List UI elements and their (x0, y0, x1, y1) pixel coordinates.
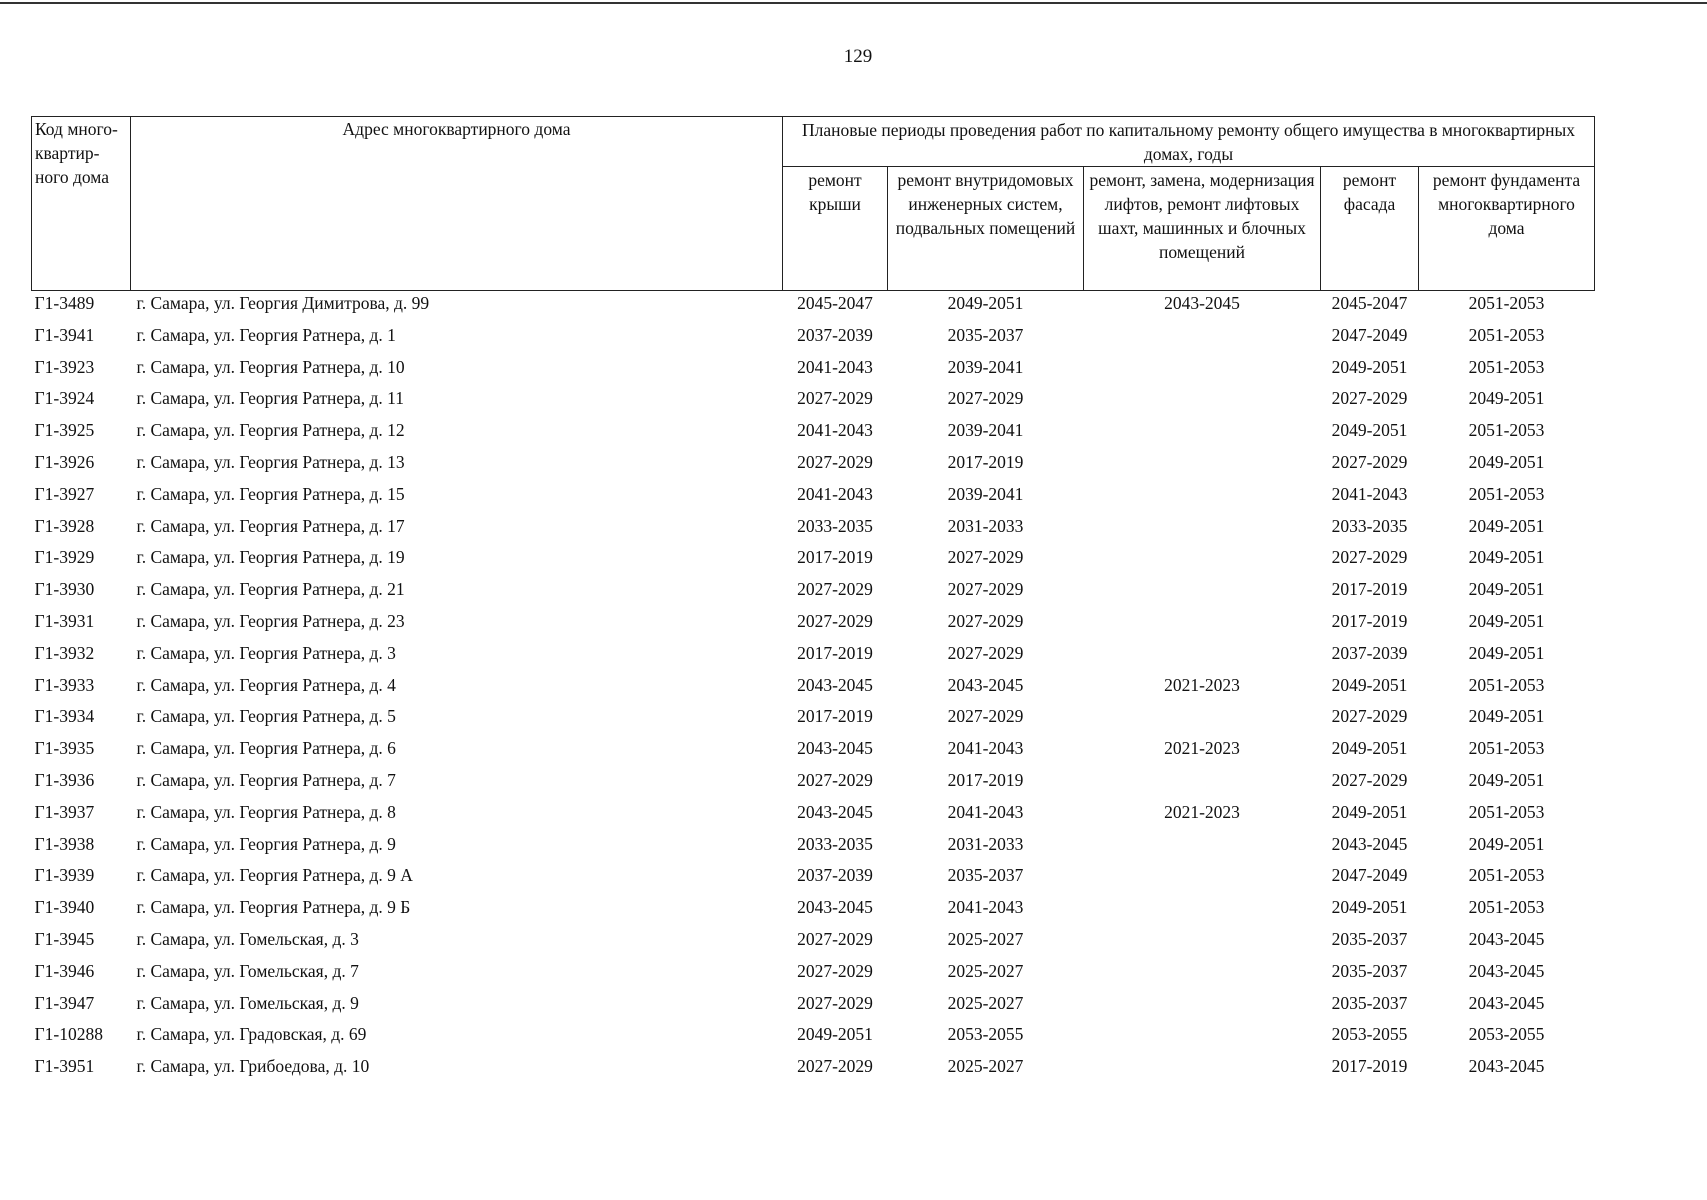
cell-facade: 2017-2019 (1331, 1056, 1408, 1077)
cell-lifts (1084, 355, 1321, 387)
cell-engineering: 2027-2029 (947, 706, 1024, 727)
table-row (32, 291, 1595, 323)
table-row (32, 768, 1595, 800)
cell-code: Г1-3941 (34, 324, 95, 345)
cell-roof: 2043-2045 (797, 897, 873, 918)
header-planned-periods: Плановые периоды проведения работ по капитальному ремонту общего имущества в многоквартирных домах, годы (783, 117, 1595, 167)
header-lifts: ремонт, замена, модернизация лифтов, ремонт лифтовых шахт, машинных и блочных помещений (1084, 167, 1321, 291)
cell-lifts (1084, 1054, 1321, 1086)
table-row (32, 959, 1595, 991)
cell-code: Г1-3929 (34, 547, 95, 568)
cell-code: Г1-3927 (34, 483, 95, 504)
table-row (32, 991, 1595, 1023)
cell-roof: 2045-2047 (797, 293, 873, 313)
cell-foundation: 2051-2053 (1468, 324, 1545, 345)
cell-facade: 2027-2029 (1331, 547, 1408, 568)
cell-foundation: 2049-2051 (1468, 833, 1545, 854)
cell-engineering: 2027-2029 (947, 388, 1024, 409)
cell-engineering: 2031-2033 (947, 515, 1024, 536)
cell-address: г. Самара, ул. Георгия Ратнера, д. 5 (136, 706, 396, 727)
cell-roof: 2027-2029 (797, 1056, 873, 1077)
cell-lifts (1084, 545, 1321, 577)
cell-address: г. Самара, ул. Георгия Ратнера, д. 4 (136, 674, 396, 695)
table-row (32, 673, 1595, 705)
cell-lifts (1084, 895, 1321, 927)
table-row (32, 1022, 1595, 1054)
cell-address: г. Самара, ул. Георгия Ратнера, д. 13 (136, 451, 405, 472)
cell-engineering: 2025-2027 (947, 992, 1024, 1013)
cell-lifts (1084, 991, 1321, 1023)
cell-engineering: 2027-2029 (947, 642, 1024, 663)
top-rule (0, 2, 1707, 4)
cell-address: г. Самара, ул. Георгия Ратнера, д. 9 Б (136, 897, 411, 918)
cell-lifts (1084, 641, 1321, 673)
table-row (32, 418, 1595, 450)
cell-foundation: 2049-2051 (1468, 451, 1545, 472)
cell-roof: 2027-2029 (797, 960, 873, 981)
cell-facade: 2053-2055 (1331, 1024, 1408, 1045)
cell-code: Г1-3933 (34, 674, 95, 695)
cell-facade: 2017-2019 (1331, 579, 1408, 600)
cell-code: Г1-3934 (34, 706, 95, 727)
cell-foundation: 2051-2053 (1468, 483, 1545, 504)
cell-address: г. Самара, ул. Георгия Ратнера, д. 8 (136, 801, 396, 822)
cell-lifts (1084, 514, 1321, 546)
cell-roof: 2043-2045 (797, 738, 873, 759)
cell-facade: 2043-2045 (1331, 833, 1408, 854)
cell-foundation: 2051-2053 (1468, 674, 1545, 695)
cell-address: г. Самара, ул. Георгия Ратнера, д. 10 (136, 356, 405, 377)
cell-address: г. Самара, ул. Георгия Ратнера, д. 11 (136, 388, 404, 409)
cell-foundation: 2051-2053 (1468, 897, 1545, 918)
cell-foundation: 2051-2053 (1468, 738, 1545, 759)
table-row (32, 323, 1595, 355)
cell-engineering: 2041-2043 (947, 897, 1024, 918)
cell-roof: 2043-2045 (797, 801, 873, 822)
cell-roof: 2027-2029 (797, 769, 873, 790)
cell-facade: 2047-2049 (1331, 324, 1408, 345)
cell-roof: 2041-2043 (797, 356, 873, 377)
cell-roof: 2037-2039 (797, 865, 873, 886)
cell-address: г. Самара, ул. Георгия Ратнера, д. 19 (136, 547, 405, 568)
cell-lifts: 2021-2023 (1164, 738, 1240, 759)
cell-roof: 2041-2043 (797, 483, 873, 504)
table-row (32, 800, 1595, 832)
cell-address: г. Самара, ул. Георгия Ратнера, д. 15 (136, 483, 405, 504)
cell-engineering: 2025-2027 (947, 960, 1024, 981)
cell-foundation: 2049-2051 (1468, 642, 1545, 663)
table-body (32, 291, 1595, 1086)
cell-address: г. Самара, ул. Георгия Ратнера, д. 12 (136, 420, 405, 441)
cell-code: Г1-3931 (34, 610, 95, 631)
cell-lifts (1084, 768, 1321, 800)
cell-engineering: 2049-2051 (947, 293, 1024, 313)
cell-foundation: 2051-2053 (1468, 420, 1545, 441)
cell-engineering: 2025-2027 (947, 1056, 1024, 1077)
cell-foundation: 2049-2051 (1468, 706, 1545, 727)
table-row (32, 704, 1595, 736)
cell-roof: 2027-2029 (797, 579, 873, 600)
table-row (32, 1054, 1595, 1086)
cell-facade: 2037-2039 (1331, 642, 1408, 663)
header-code: Код много-квартир-ного дома (32, 117, 131, 291)
cell-roof: 2033-2035 (797, 515, 873, 536)
cell-lifts (1084, 863, 1321, 895)
cell-code: Г1-3932 (34, 642, 95, 663)
cell-roof: 2049-2051 (797, 1024, 873, 1045)
cell-address: г. Самара, ул. Гомельская, д. 3 (136, 928, 359, 949)
table-row (32, 895, 1595, 927)
cell-code: Г1-3936 (34, 769, 95, 790)
cell-foundation: 2053-2055 (1468, 1024, 1545, 1045)
cell-foundation: 2051-2053 (1468, 865, 1545, 886)
cell-facade: 2049-2051 (1331, 801, 1408, 822)
cell-engineering: 2039-2041 (947, 483, 1024, 504)
cell-engineering: 2027-2029 (947, 547, 1024, 568)
capital-repair-table (31, 116, 1595, 1086)
header-address: Адрес многоквартирного дома (131, 117, 783, 291)
cell-lifts: 2021-2023 (1164, 801, 1240, 822)
cell-engineering: 2039-2041 (947, 420, 1024, 441)
cell-code: Г1-3924 (34, 388, 95, 409)
cell-roof: 2027-2029 (797, 388, 873, 409)
cell-facade: 2035-2037 (1331, 928, 1408, 949)
cell-facade: 2027-2029 (1331, 451, 1408, 472)
cell-foundation: 2051-2053 (1468, 293, 1545, 313)
table-row (32, 641, 1595, 673)
cell-lifts (1084, 577, 1321, 609)
header-foundation: ремонт фундамента многоквартирного дома (1419, 167, 1595, 291)
cell-roof: 2027-2029 (797, 992, 873, 1013)
cell-engineering: 2017-2019 (947, 451, 1024, 472)
cell-engineering: 2043-2045 (947, 674, 1024, 695)
cell-foundation: 2049-2051 (1468, 388, 1545, 409)
cell-engineering: 2027-2029 (947, 610, 1024, 631)
cell-foundation: 2043-2045 (1468, 992, 1545, 1013)
cell-address: г. Самара, ул. Георгия Ратнера, д. 6 (136, 738, 396, 759)
table-row (32, 863, 1595, 895)
cell-address: г. Самара, ул. Георгия Ратнера, д. 17 (136, 515, 405, 536)
cell-roof: 2027-2029 (797, 451, 873, 472)
cell-facade: 2017-2019 (1331, 610, 1408, 631)
cell-lifts (1084, 1022, 1321, 1054)
cell-facade: 2045-2047 (1331, 293, 1408, 313)
cell-facade: 2035-2037 (1331, 960, 1408, 981)
header-roof: ремонт крыши (783, 167, 888, 291)
cell-code: Г1-3926 (34, 451, 95, 472)
cell-roof: 2027-2029 (797, 928, 873, 949)
cell-lifts (1084, 450, 1321, 482)
cell-foundation: 2051-2053 (1468, 801, 1545, 822)
cell-engineering: 2041-2043 (947, 801, 1024, 822)
cell-address: г. Самара, ул. Георгия Ратнера, д. 21 (136, 579, 405, 600)
cell-facade: 2033-2035 (1331, 515, 1408, 536)
table-row (32, 577, 1595, 609)
cell-code: Г1-3951 (34, 1056, 95, 1077)
cell-engineering: 2035-2037 (947, 865, 1024, 886)
cell-facade: 2035-2037 (1331, 992, 1408, 1013)
cell-engineering: 2027-2029 (947, 579, 1024, 600)
cell-facade: 2047-2049 (1331, 865, 1408, 886)
cell-roof: 2017-2019 (797, 706, 873, 727)
cell-roof: 2017-2019 (797, 642, 873, 663)
cell-code: Г1-3489 (34, 293, 95, 313)
cell-foundation: 2049-2051 (1468, 610, 1545, 631)
cell-address: г. Самара, ул. Георгия Ратнера, д. 1 (136, 324, 396, 345)
cell-code: Г1-3928 (34, 515, 95, 536)
cell-roof: 2041-2043 (797, 420, 873, 441)
cell-code: Г1-3923 (34, 356, 95, 377)
cell-foundation: 2049-2051 (1468, 547, 1545, 568)
cell-code: Г1-3939 (34, 865, 95, 886)
header-facade: ремонт фасада (1321, 167, 1419, 291)
cell-address: г. Самара, ул. Георгия Димитрова, д. 99 (136, 293, 430, 313)
page-number: 129 (843, 46, 873, 67)
cell-lifts (1084, 609, 1321, 641)
cell-facade: 2041-2043 (1331, 483, 1408, 504)
cell-foundation: 2043-2045 (1468, 1056, 1545, 1077)
cell-lifts (1084, 959, 1321, 991)
cell-address: г. Самара, ул. Грибоедова, д. 10 (136, 1056, 370, 1077)
cell-engineering: 2017-2019 (947, 769, 1024, 790)
table-row (32, 482, 1595, 514)
table-row (32, 609, 1595, 641)
cell-address: г. Самара, ул. Георгия Ратнера, д. 3 (136, 642, 396, 663)
cell-lifts (1084, 323, 1321, 355)
cell-code: Г1-3940 (34, 897, 95, 918)
cell-lifts: 2021-2023 (1164, 674, 1240, 695)
cell-facade: 2027-2029 (1331, 706, 1408, 727)
cell-address: г. Самара, ул. Георгия Ратнера, д. 7 (136, 769, 396, 790)
cell-lifts (1084, 386, 1321, 418)
table-row (32, 832, 1595, 864)
cell-code: Г1-3946 (34, 960, 95, 981)
cell-address: г. Самара, ул. Георгия Ратнера, д. 9 А (136, 865, 413, 886)
table-header (32, 117, 1595, 291)
cell-engineering: 2031-2033 (947, 833, 1024, 854)
table-row (32, 355, 1595, 387)
cell-address: г. Самара, ул. Градовская, д. 69 (136, 1024, 367, 1045)
cell-lifts (1084, 418, 1321, 450)
cell-lifts (1084, 704, 1321, 736)
cell-facade: 2027-2029 (1331, 769, 1408, 790)
cell-foundation: 2049-2051 (1468, 769, 1545, 790)
cell-facade: 2027-2029 (1331, 388, 1408, 409)
table-row (32, 927, 1595, 959)
cell-code: Г1-3947 (34, 992, 95, 1013)
table-row (32, 450, 1595, 482)
cell-engineering: 2053-2055 (947, 1024, 1024, 1045)
cell-lifts (1084, 832, 1321, 864)
table-row (32, 736, 1595, 768)
cell-facade: 2049-2051 (1331, 674, 1408, 695)
cell-address: г. Самара, ул. Георгия Ратнера, д. 9 (136, 833, 396, 854)
cell-facade: 2049-2051 (1331, 420, 1408, 441)
cell-engineering: 2035-2037 (947, 324, 1024, 345)
cell-facade: 2049-2051 (1331, 356, 1408, 377)
cell-engineering: 2041-2043 (947, 738, 1024, 759)
cell-code: Г1-3938 (34, 833, 95, 854)
cell-lifts: 2043-2045 (1164, 293, 1240, 313)
cell-roof: 2027-2029 (797, 610, 873, 631)
cell-facade: 2049-2051 (1331, 738, 1408, 759)
cell-roof: 2037-2039 (797, 324, 873, 345)
table-row (32, 514, 1595, 546)
cell-address: г. Самара, ул. Гомельская, д. 7 (136, 960, 359, 981)
cell-code: Г1-3930 (34, 579, 95, 600)
cell-engineering: 2039-2041 (947, 356, 1024, 377)
cell-roof: 2033-2035 (797, 833, 873, 854)
cell-roof: 2043-2045 (797, 674, 873, 695)
cell-code: Г1-10288 (34, 1024, 103, 1045)
cell-foundation: 2049-2051 (1468, 515, 1545, 536)
cell-address: г. Самара, ул. Георгия Ратнера, д. 23 (136, 610, 405, 631)
cell-engineering: 2025-2027 (947, 928, 1024, 949)
cell-roof: 2017-2019 (797, 547, 873, 568)
cell-foundation: 2043-2045 (1468, 928, 1545, 949)
cell-facade: 2049-2051 (1331, 897, 1408, 918)
table-row (32, 545, 1595, 577)
header-engineering: ремонт внутридомовых инженерных систем, подвальных помещений (888, 167, 1084, 291)
cell-lifts (1084, 482, 1321, 514)
cell-code: Г1-3945 (34, 928, 95, 949)
cell-foundation: 2049-2051 (1468, 579, 1545, 600)
cell-code: Г1-3935 (34, 738, 95, 759)
cell-code: Г1-3925 (34, 420, 95, 441)
cell-foundation: 2043-2045 (1468, 960, 1545, 981)
cell-lifts (1084, 927, 1321, 959)
cell-foundation: 2051-2053 (1468, 356, 1545, 377)
cell-address: г. Самара, ул. Гомельская, д. 9 (136, 992, 359, 1013)
table-row (32, 386, 1595, 418)
cell-code: Г1-3937 (34, 801, 95, 822)
